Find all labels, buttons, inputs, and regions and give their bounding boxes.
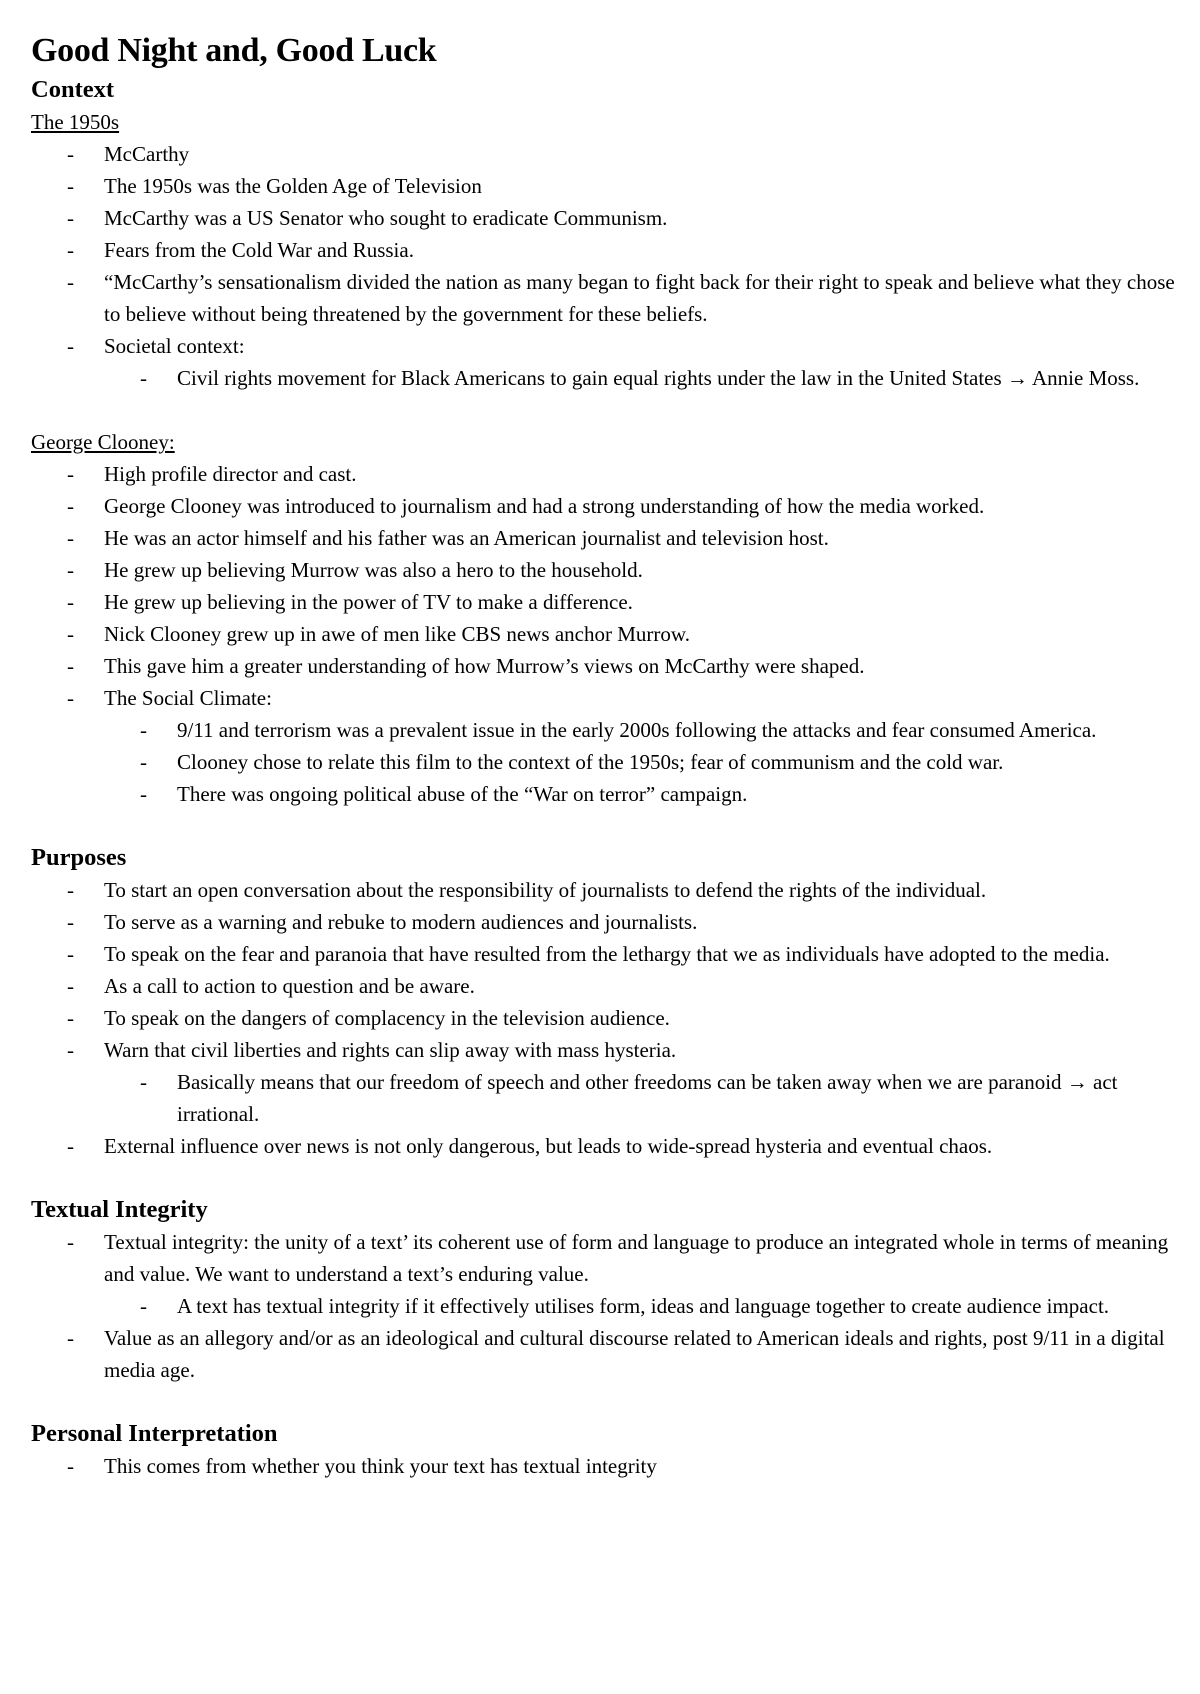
list-item: - Value as an allegory and/or as an ideological and cultural discourse related to American ideals and rights, post 9/11 in a digital media age. bbox=[31, 1322, 1181, 1386]
spacer bbox=[31, 394, 1181, 426]
list-item: - He was an actor himself and his father was an American journalist and television host. bbox=[31, 522, 1181, 554]
bullet-dash: - bbox=[67, 942, 74, 966]
bullet-dash: - bbox=[67, 686, 74, 710]
list-item: - Societal context: bbox=[31, 330, 1181, 362]
list-item: - He grew up believing Murrow was also a hero to the household. bbox=[31, 554, 1181, 586]
list-item: - Textual integrity: the unity of a text’ its coherent use of form and language to produce an integrated whole in terms of meaning and value. We want to understand a text’s enduring value. bbox=[31, 1226, 1181, 1290]
sub-list-item: - There was ongoing political abuse of the “War on terror” campaign. bbox=[31, 778, 1181, 810]
list-item: - This gave him a greater understanding of how Murrow’s views on McCarthy were shaped. bbox=[31, 650, 1181, 682]
bullet-dash: - bbox=[67, 270, 74, 294]
bullet-dash: - bbox=[67, 1038, 74, 1062]
bullet-dash: - bbox=[67, 238, 74, 262]
list-item: - McCarthy bbox=[31, 138, 1181, 170]
list-item: - “McCarthy’s sensationalism divided the nation as many began to fight back for their right to speak and believe what they chose to believe without being threatened by the government for these beliefs. bbox=[31, 266, 1181, 330]
bullet-dash: - bbox=[140, 366, 147, 390]
document-title: Good Night and, Good Luck bbox=[31, 32, 437, 69]
heading-textual-integrity: Textual Integrity bbox=[31, 1196, 208, 1223]
list-item: - Warn that civil liberties and rights can slip away with mass hysteria. bbox=[31, 1034, 1181, 1066]
bullet-dash: - bbox=[67, 334, 74, 358]
bullet-dash: - bbox=[67, 878, 74, 902]
bullet-dash: - bbox=[67, 558, 74, 582]
heading-purposes: Purposes bbox=[31, 844, 127, 871]
subheading-1950s: The 1950s bbox=[31, 110, 120, 134]
subheading-george-clooney: George Clooney: bbox=[31, 430, 175, 454]
list-item: - To start an open conversation about the responsibility of journalists to defend the rights of the individual. bbox=[31, 874, 1181, 906]
bullet-dash: - bbox=[67, 142, 74, 166]
list-item: - High profile director and cast. bbox=[31, 458, 1181, 490]
list-item: - He grew up believing in the power of TV to make a difference. bbox=[31, 586, 1181, 618]
list-item: - To speak on the fear and paranoia that have resulted from the lethargy that we as individuals have adopted to the media. bbox=[31, 938, 1181, 970]
list-item: - To speak on the dangers of complacency in the television audience. bbox=[31, 1002, 1181, 1034]
bullet-dash: - bbox=[67, 494, 74, 518]
bullet-dash: - bbox=[67, 1134, 74, 1158]
sub-list-item: - 9/11 and terrorism was a prevalent issue in the early 2000s following the attacks and fear consumed America. bbox=[31, 714, 1181, 746]
spacer bbox=[31, 1386, 1181, 1418]
spacer bbox=[31, 1162, 1181, 1194]
bullet-dash: - bbox=[67, 974, 74, 998]
bullet-dash: - bbox=[140, 718, 147, 742]
bullet-dash: - bbox=[67, 462, 74, 486]
bullet-dash: - bbox=[67, 1326, 74, 1350]
list-item: - The 1950s was the Golden Age of Television bbox=[31, 170, 1181, 202]
sub-list-item: - Basically means that our freedom of speech and other freedoms can be taken away when we are paranoid → act irrational. bbox=[31, 1066, 1181, 1130]
bullet-dash: - bbox=[140, 750, 147, 774]
sub-list-item: - Civil rights movement for Black Americans to gain equal rights under the law in the United States → Annie Moss. bbox=[31, 362, 1181, 394]
list-item: - To serve as a warning and rebuke to modern audiences and journalists. bbox=[31, 906, 1181, 938]
bullet-dash: - bbox=[67, 1230, 74, 1254]
list-item: - External influence over news is not only dangerous, but leads to wide-spread hysteria and eventual chaos. bbox=[31, 1130, 1181, 1162]
bullet-dash: - bbox=[67, 910, 74, 934]
bullet-dash: - bbox=[67, 590, 74, 614]
bullet-dash: - bbox=[67, 526, 74, 550]
bullet-dash: - bbox=[67, 174, 74, 198]
list-item: - The Social Climate: bbox=[31, 682, 1181, 714]
spacer bbox=[31, 810, 1181, 842]
sub-list-item: - A text has textual integrity if it effectively utilises form, ideas and language together to create audience impact. bbox=[31, 1290, 1181, 1322]
sub-list-item: - Clooney chose to relate this film to the context of the 1950s; fear of communism and the cold war. bbox=[31, 746, 1181, 778]
bullet-dash: - bbox=[67, 1454, 74, 1478]
heading-personal-interpretation: Personal Interpretation bbox=[31, 1420, 278, 1447]
document-page bbox=[31, 28, 1181, 1482]
bullet-dash: - bbox=[140, 1070, 147, 1094]
bullet-dash: - bbox=[67, 206, 74, 230]
heading-context: Context bbox=[31, 76, 115, 103]
bullet-dash: - bbox=[140, 1294, 147, 1318]
bullet-dash: - bbox=[67, 1006, 74, 1030]
bullet-dash: - bbox=[67, 654, 74, 678]
list-item: - As a call to action to question and be aware. bbox=[31, 970, 1181, 1002]
list-item: - This comes from whether you think your text has textual integrity bbox=[31, 1450, 1181, 1482]
bullet-dash: - bbox=[140, 782, 147, 806]
list-item: - McCarthy was a US Senator who sought to eradicate Communism. bbox=[31, 202, 1181, 234]
list-item: - Nick Clooney grew up in awe of men like CBS news anchor Murrow. bbox=[31, 618, 1181, 650]
list-item: - George Clooney was introduced to journalism and had a strong understanding of how the media worked. bbox=[31, 490, 1181, 522]
list-item: - Fears from the Cold War and Russia. bbox=[31, 234, 1181, 266]
bullet-dash: - bbox=[67, 622, 74, 646]
